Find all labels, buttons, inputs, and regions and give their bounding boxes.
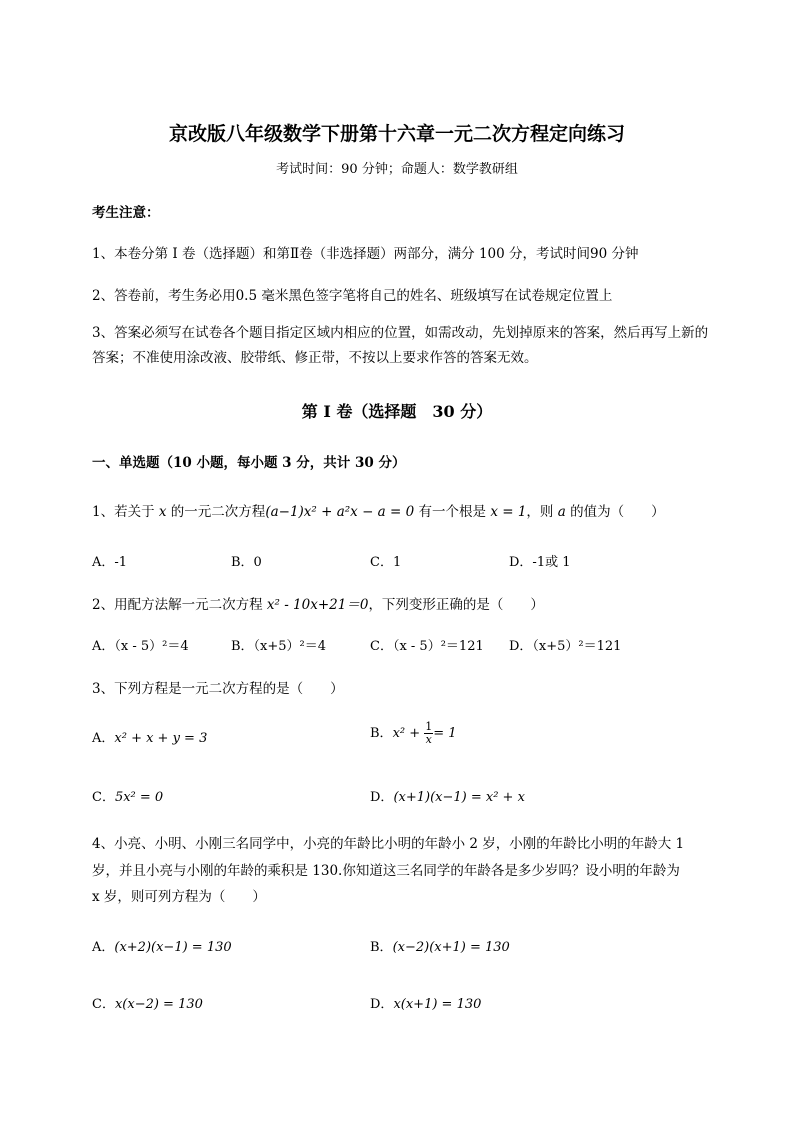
- q2-text-a: 2、用配方法解一元二次方程: [92, 597, 267, 613]
- q3-option-b-label: B．: [370, 726, 393, 741]
- part-heading: 一、单选题（10 小题，每小题 3 分，共计 30 分）: [92, 455, 406, 471]
- q1-text-d: ，则: [526, 504, 558, 520]
- q3-option-b[interactable]: [370, 721, 457, 746]
- q1-option-b[interactable]: B．0: [231, 555, 262, 570]
- q1-root: x = 1: [490, 504, 527, 520]
- notice-heading: 考生注意：: [92, 205, 160, 221]
- q3-option-c-expr: 5x² = 0: [114, 790, 164, 805]
- q1-text-c: 有一个根是: [414, 504, 491, 520]
- section-title: 第 I 卷（选择题 30 分）: [301, 402, 493, 421]
- page-title: 京改版八年级数学下册第十六章一元二次方程定向练习: [168, 123, 625, 145]
- q3-option-c-label: C．: [92, 790, 115, 805]
- q3-option-d[interactable]: [370, 786, 525, 805]
- q1-option-a[interactable]: A．-1: [92, 555, 128, 570]
- fraction-denominator: x: [425, 733, 432, 746]
- q1-text-e: 的值为（ ）: [565, 504, 665, 520]
- q3-option-a-expr: x² + x + y = 3: [114, 731, 208, 746]
- q4-option-c-label: C．: [92, 997, 115, 1012]
- question-1-stem: [92, 500, 665, 520]
- q2-option-c[interactable]: C．（x - 5）²＝121: [370, 639, 484, 654]
- q4-option-a[interactable]: [92, 936, 232, 955]
- q2-option-d[interactable]: D．（x+5）²＝121: [509, 639, 622, 654]
- q4-option-b-label: B．: [370, 940, 393, 955]
- q2-option-b[interactable]: B．（x+5）²＝4: [231, 639, 327, 654]
- q4-option-d-label: D．: [370, 997, 394, 1012]
- q1-text-a: 1、若关于: [92, 504, 159, 520]
- q1-option-d[interactable]: D．-1或 1: [509, 555, 571, 570]
- notice-item-2: 2、答卷前，考生务必用0.5 毫米黑色签字笔将自己的姓名、班级填写在试卷规定位置上: [92, 288, 613, 304]
- q3-option-b-tail: = 1: [433, 726, 457, 741]
- q2-text-b: ，下列变形正确的是（ ）: [368, 597, 544, 613]
- notice-item-1: 1、本卷分第 I 卷（选择题）和第Ⅱ卷（非选择题）两部分，满分 100 分，考试时间90 分钟: [92, 246, 639, 262]
- q3-option-c[interactable]: [92, 786, 163, 805]
- q2-equation: x² - 10x+21＝0: [266, 597, 369, 613]
- question-4-stem-line-2: 岁，并且小亮与小刚的年龄的乘积是 130.你知道这三名同学的年龄各是多少岁吗？设小明的年龄为: [92, 863, 680, 879]
- question-2-stem: [92, 593, 544, 613]
- q3-option-b-fraction: [424, 721, 433, 746]
- q4-option-c-expr: x(x−2) = 130: [114, 997, 203, 1012]
- q4-option-b-expr: (x−2)(x+1) = 130: [392, 940, 510, 955]
- exam-subtitle: 考试时间：90 分钟；命题人：数学教研组: [276, 162, 518, 177]
- q3-option-a[interactable]: [92, 727, 207, 746]
- q3-option-b-expr: x² +: [392, 726, 425, 741]
- q1-var-x: x: [158, 504, 167, 520]
- q2-option-a[interactable]: A．（x - 5）²＝4: [92, 639, 189, 654]
- q1-option-c[interactable]: C．1: [370, 555, 402, 570]
- question-4-stem-line-3: x 岁，则可列方程为（ ）: [92, 889, 266, 905]
- q4-option-b[interactable]: [370, 936, 510, 955]
- q3-option-a-label: A．: [92, 731, 115, 746]
- q4-option-a-label: A．: [92, 940, 115, 955]
- q1-text-b: 的一元二次方程: [166, 504, 266, 520]
- q1-equation: (a−1)x² + a²x − a = 0: [265, 504, 415, 520]
- q4-option-c[interactable]: [92, 993, 203, 1012]
- notice-item-3: 3、答案必须写在试卷各个题目指定区域内相应的位置，如需改动，先划掉原来的答案，然后再写上新的答案；不准使用涂改液、胶带纸、修正带，不按以上要求作答的答案无效。: [92, 325, 709, 366]
- question-3-stem: 3、下列方程是一元二次方程的是（ ）: [92, 681, 344, 697]
- q4-option-d[interactable]: [370, 993, 481, 1012]
- q3-option-d-label: D．: [370, 790, 394, 805]
- q3-option-d-expr: (x+1)(x−1) = x² + x: [393, 790, 525, 805]
- fraction-numerator: 1: [425, 720, 433, 733]
- q1-var-a: a: [557, 504, 566, 520]
- question-4-stem-line-1: 4、小亮、小明、小刚三名同学中，小亮的年龄比小明的年龄小 2 岁，小刚的年龄比小明的年龄大 1: [92, 836, 685, 852]
- q4-option-d-expr: x(x+1) = 130: [393, 997, 482, 1012]
- q4-option-a-expr: (x+2)(x−1) = 130: [114, 940, 232, 955]
